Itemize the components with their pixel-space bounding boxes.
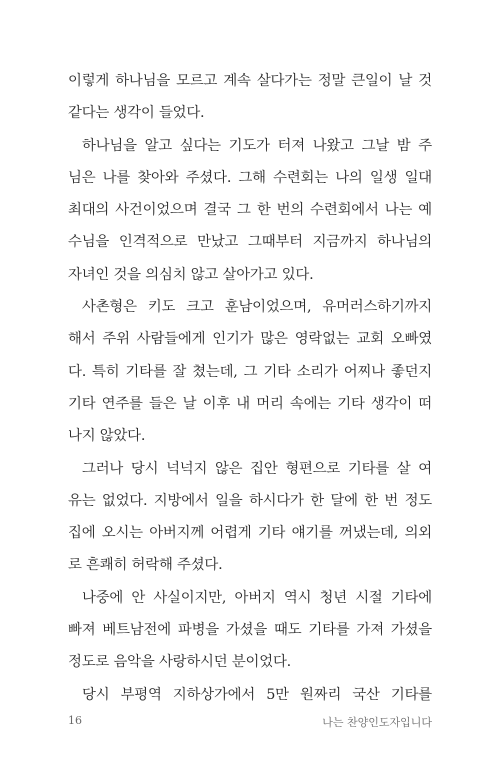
- text-line: 로 흔쾌히 허락해 주셨다.: [68, 557, 223, 574]
- text-line: 이렇게 하나님을 모르고 계속 살다가는 정말 큰일이 날 것: [68, 73, 432, 89]
- text-line: 그러나 당시 넉넉지 않은 집안 형편으로 기타를 살 여: [82, 460, 432, 477]
- page-number: 16: [68, 714, 82, 727]
- paragraph: [68, 453, 432, 582]
- text-line: 나지 않았다.: [68, 428, 146, 445]
- text-line: 님은 나를 찾아와 주셨다. 그해 수련회는 나의 일생 일대: [68, 169, 432, 186]
- text-line: 다. 특히 기타를 잘 쳤는데, 그 기타 소리가 어찌나 좋던지: [68, 363, 432, 380]
- page-footer: [68, 714, 432, 734]
- text-line: 최대의 사건이었으며 결국 그 한 번의 수련회에서 나는 예: [68, 202, 432, 219]
- paragraph: [68, 679, 432, 711]
- text-line: 자녀인 것을 의심치 않고 살아가고 있다.: [68, 266, 314, 283]
- paragraph: [68, 291, 432, 452]
- text-line: 유는 없었다. 지방에서 일을 하시다가 한 달에 한 번 정도: [68, 492, 432, 509]
- paragraph: [68, 582, 432, 679]
- text-line: 나중에 안 사실이지만, 아버지 역시 청년 시절 기타에: [82, 589, 432, 606]
- text-line: 사촌형은 키도 크고 훈남이었으며, 유머러스하기까지: [82, 299, 432, 316]
- text-line: 같다는 생각이 들었다.: [68, 105, 205, 122]
- text-line: 정도로 음악을 사랑하시던 분이었다.: [68, 654, 292, 671]
- text-line: 해서 주위 사람들에게 인기가 많은 영락없는 교회 오빠였: [68, 331, 432, 348]
- text-line: 수님을 인격적으로 만났고 그때부터 지금까지 하나님의: [68, 234, 432, 251]
- text-line: 기타 연주를 들은 날 이후 내 머리 속에는 기타 생각이 떠: [68, 395, 432, 412]
- text-line: 빠져 베트남전에 파병을 가셨을 때도 기타를 가져 가셨을: [68, 622, 432, 639]
- text-line: 집에 오시는 아버지께 어렵게 기타 얘기를 꺼냈는데, 의외: [68, 525, 432, 542]
- running-title: 나는 찬양인도자입니다: [322, 716, 432, 729]
- text-line: 당시 부평역 지하상가에서 5만 원짜리 국산 기타를: [82, 686, 432, 703]
- text-line: 하나님을 알고 싶다는 기도가 터져 나왔고 그날 밤 주: [82, 137, 432, 154]
- paragraph: [68, 65, 432, 130]
- body-text: [68, 65, 432, 711]
- paragraph: [68, 130, 432, 291]
